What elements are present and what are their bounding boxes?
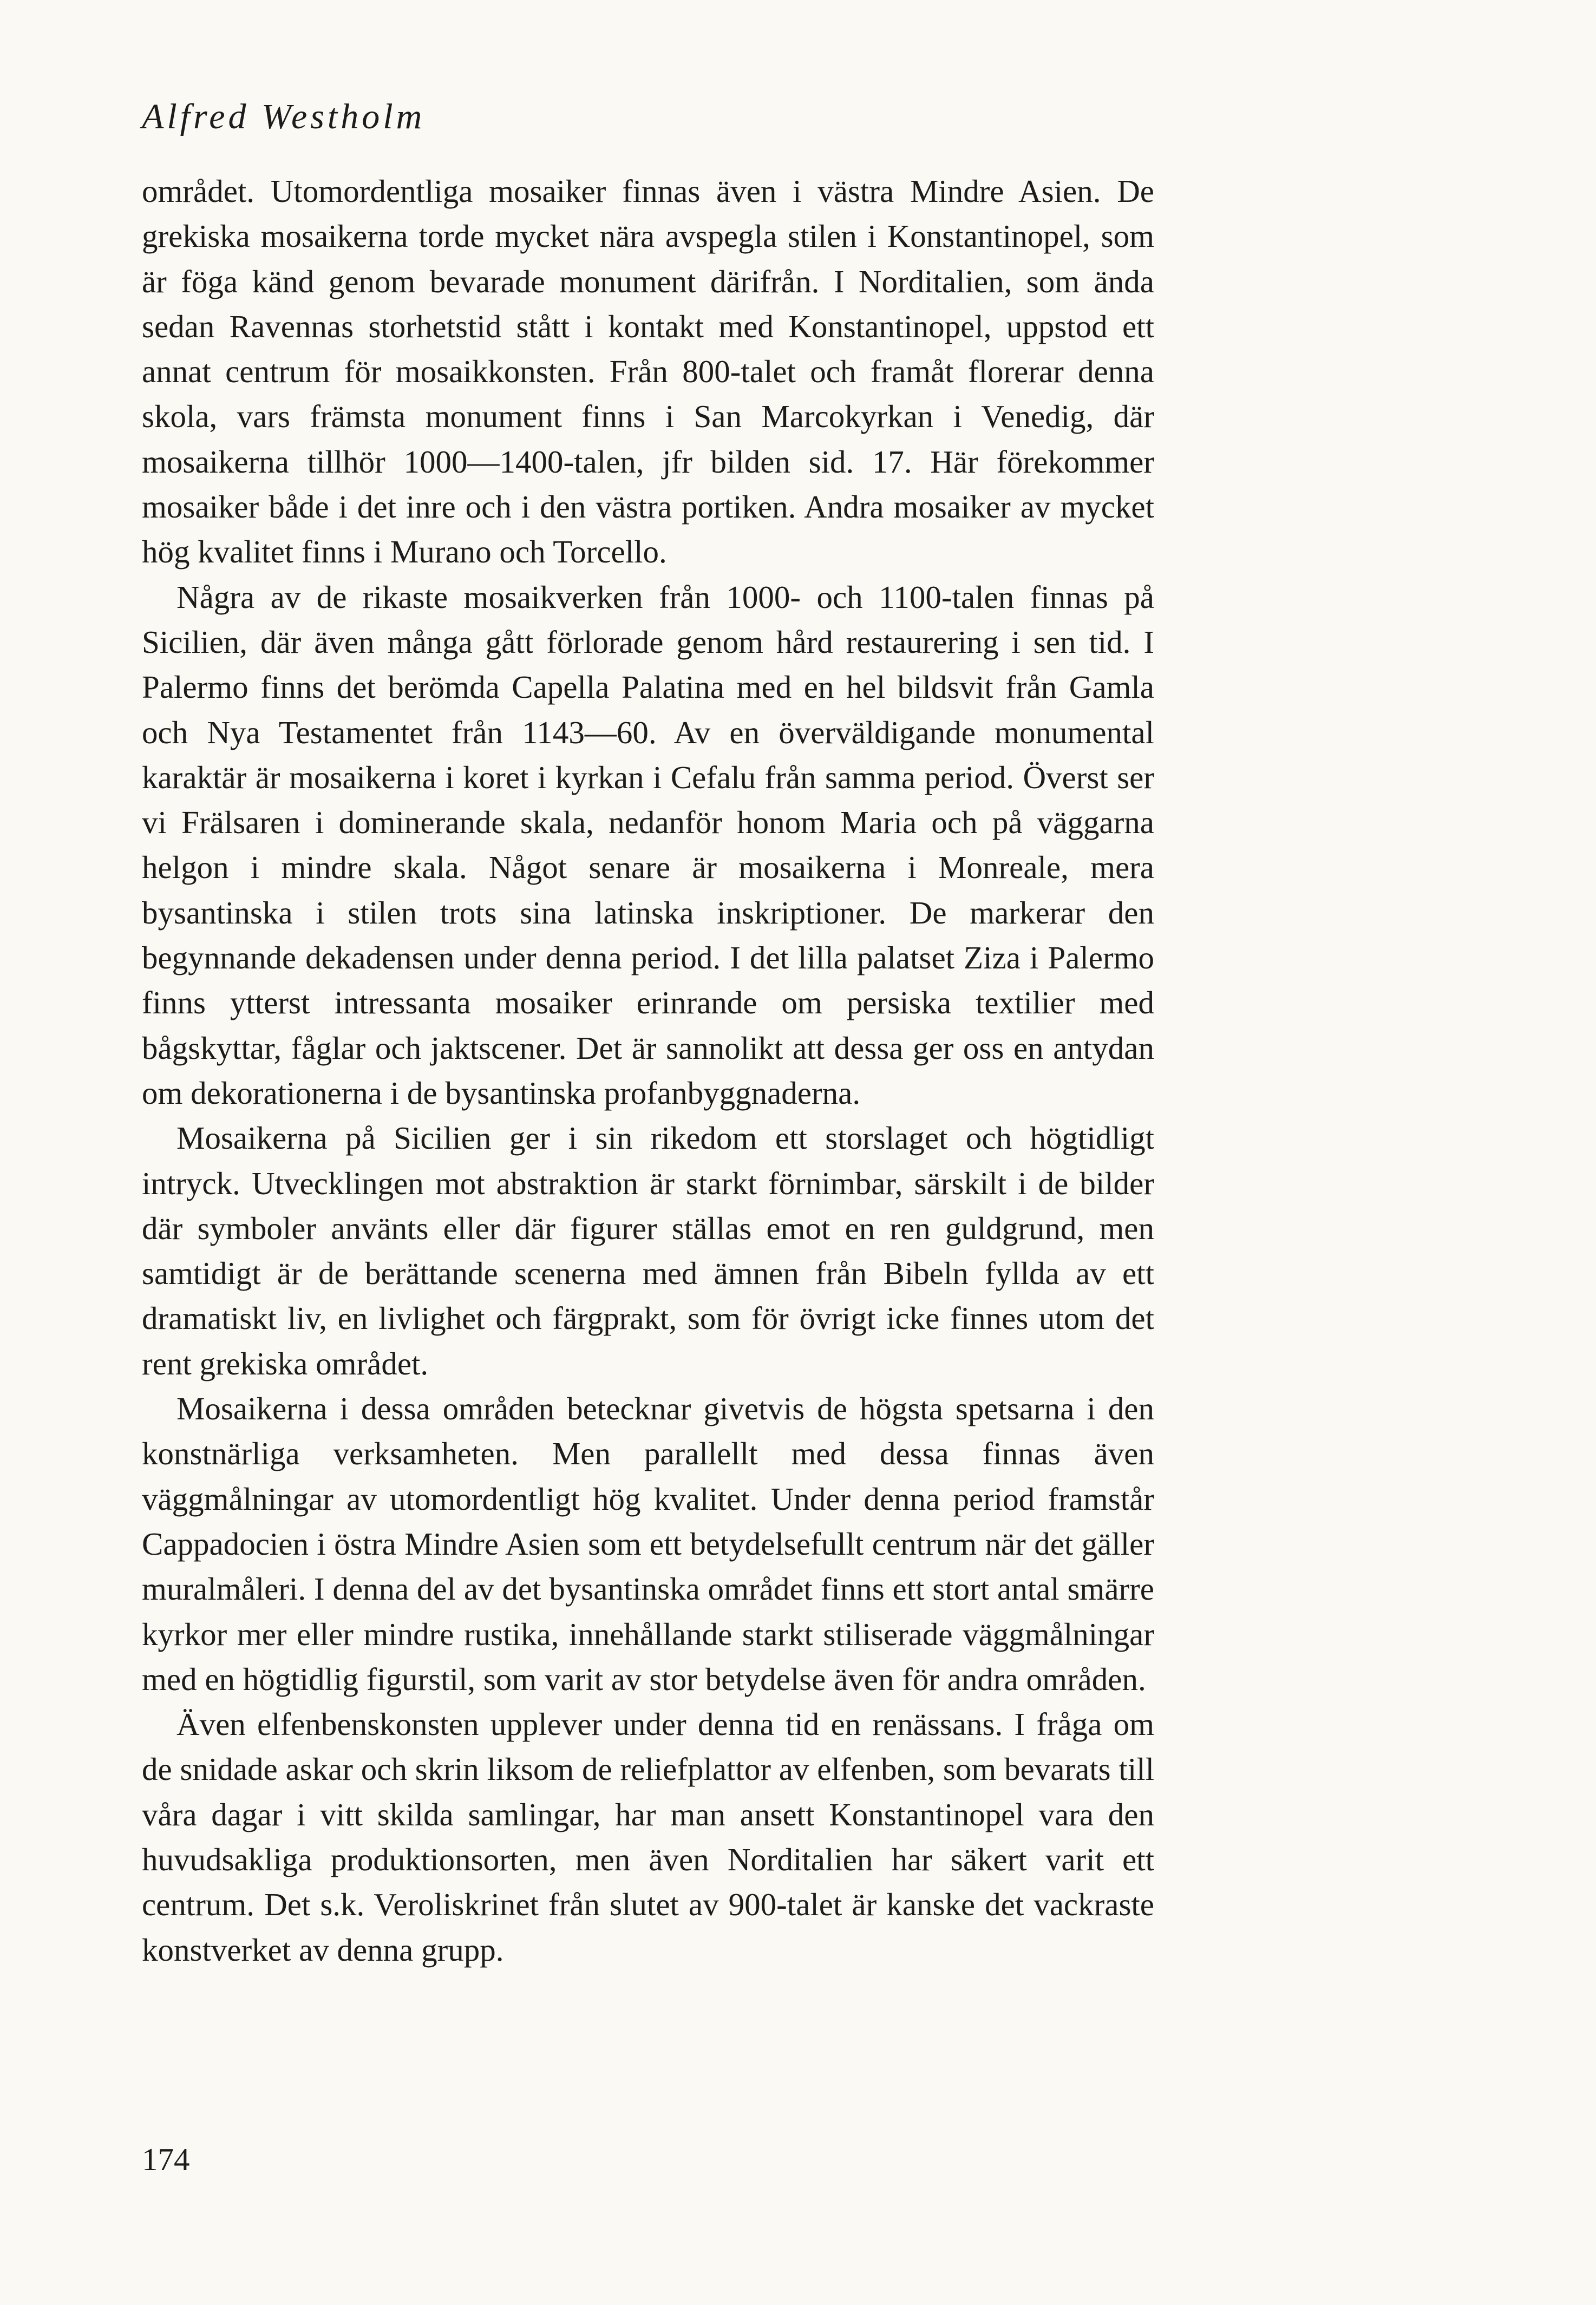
body-text xyxy=(142,169,1154,1973)
paragraph: Även elfenbenskonsten upplever under denna tid en renässans. I fråga om de snidade askar och skrin liksom de reliefplattor av elfenben, som bevarats till våra dagar i vitt skilda samlingar, har man ansett Konstantinopel vara den huvudsakliga produktionsorten, men även Norditalien har säkert varit ett centrum. Det s.k. Veroliskrinet från slutet av 900-talet är kanske det vackraste konstverket av denna grupp. xyxy=(142,1706,1154,1968)
page-number: 174 xyxy=(142,2142,190,2177)
paragraph: området. Utomordentliga mosaiker finnas även i västra Mindre Asien. De grekiska mosaikerna torde mycket nära avspegla stilen i Konstantinopel, som är föga känd genom bevarade monument därifrån. I Norditalien, som ända sedan Ravennas storhetstid stått i kontakt med Konstantinopel, uppstod ett annat centrum för mosaikkonsten. Från 800-talet och framåt florerar denna skola, vars främsta monument finns i San Marcokyrkan i Venedig, där mosaikerna tillhör 1000—1400-talen, jfr bilden sid. 17. Här förekommer mosaiker både i det inre och i den västra portiken. Andra mosaiker av mycket hög kvalitet finns i Murano och Torcello. xyxy=(142,173,1154,570)
paragraph: Mosaikerna på Sicilien ger i sin rikedom ett storslaget och högtidligt intryck. Utvecklingen mot abstraktion är starkt förnimbar, särskilt i de bilder där symboler använts eller där figurer ställas emot en ren guldgrund, men samtidigt är de berättande scenerna med ämnen från Bibeln fyllda av ett dramatiskt liv, en livlighet och färgprakt, som för övrigt icke finnes utom det rent grekiska området. xyxy=(142,1120,1154,1381)
running-head: Alfred Westholm xyxy=(142,97,426,136)
paragraph: Några av de rikaste mosaikverken från 1000- och 1100-talen finnas på Sicilien, där även många gått förlorade genom hård restaurering i sen tid. I Palermo finns det berömda Capella Palatina med en hel bildsvit från Gamla och Nya Testamentet från 1143—60. Av en överväldigande monumental karaktär är mosaikerna i koret i kyrkan i Cefalu från samma period. Överst ser vi Frälsaren i dominerande skala, nedanför honom Maria och på väggarna helgon i mindre skala. Något senare är mosaikerna i Monreale, mera bysantinska i stilen trots sina latinska inskriptioner. De markerar den begynnande dekadensen under denna period. I det lilla palatset Ziza i Palermo finns ytterst intressanta mosaiker erinrande om persiska textilier med bågskyttar, fåglar och jaktscener. Det är sannolikt att dessa ger oss en antydan om dekorationerna i de bysantinska profanbyggnaderna. xyxy=(142,579,1154,1111)
paragraph: Mosaikerna i dessa områden betecknar givetvis de högsta spetsarna i den konstnärliga verksamheten. Men parallellt med dessa finnas även väggmålningar av utomordentligt hög kvalitet. Under denna period framstår Cappadocien i östra Mindre Asien som ett betydelsefullt centrum när det gäller muralmåleri. I denna del av det bysantinska området finns ett stort antal smärre kyrkor mer eller mindre rustika, innehållande starkt stiliserade väggmålningar med en högtidlig figurstil, som varit av stor betydelse även för andra områden. xyxy=(142,1391,1154,1697)
